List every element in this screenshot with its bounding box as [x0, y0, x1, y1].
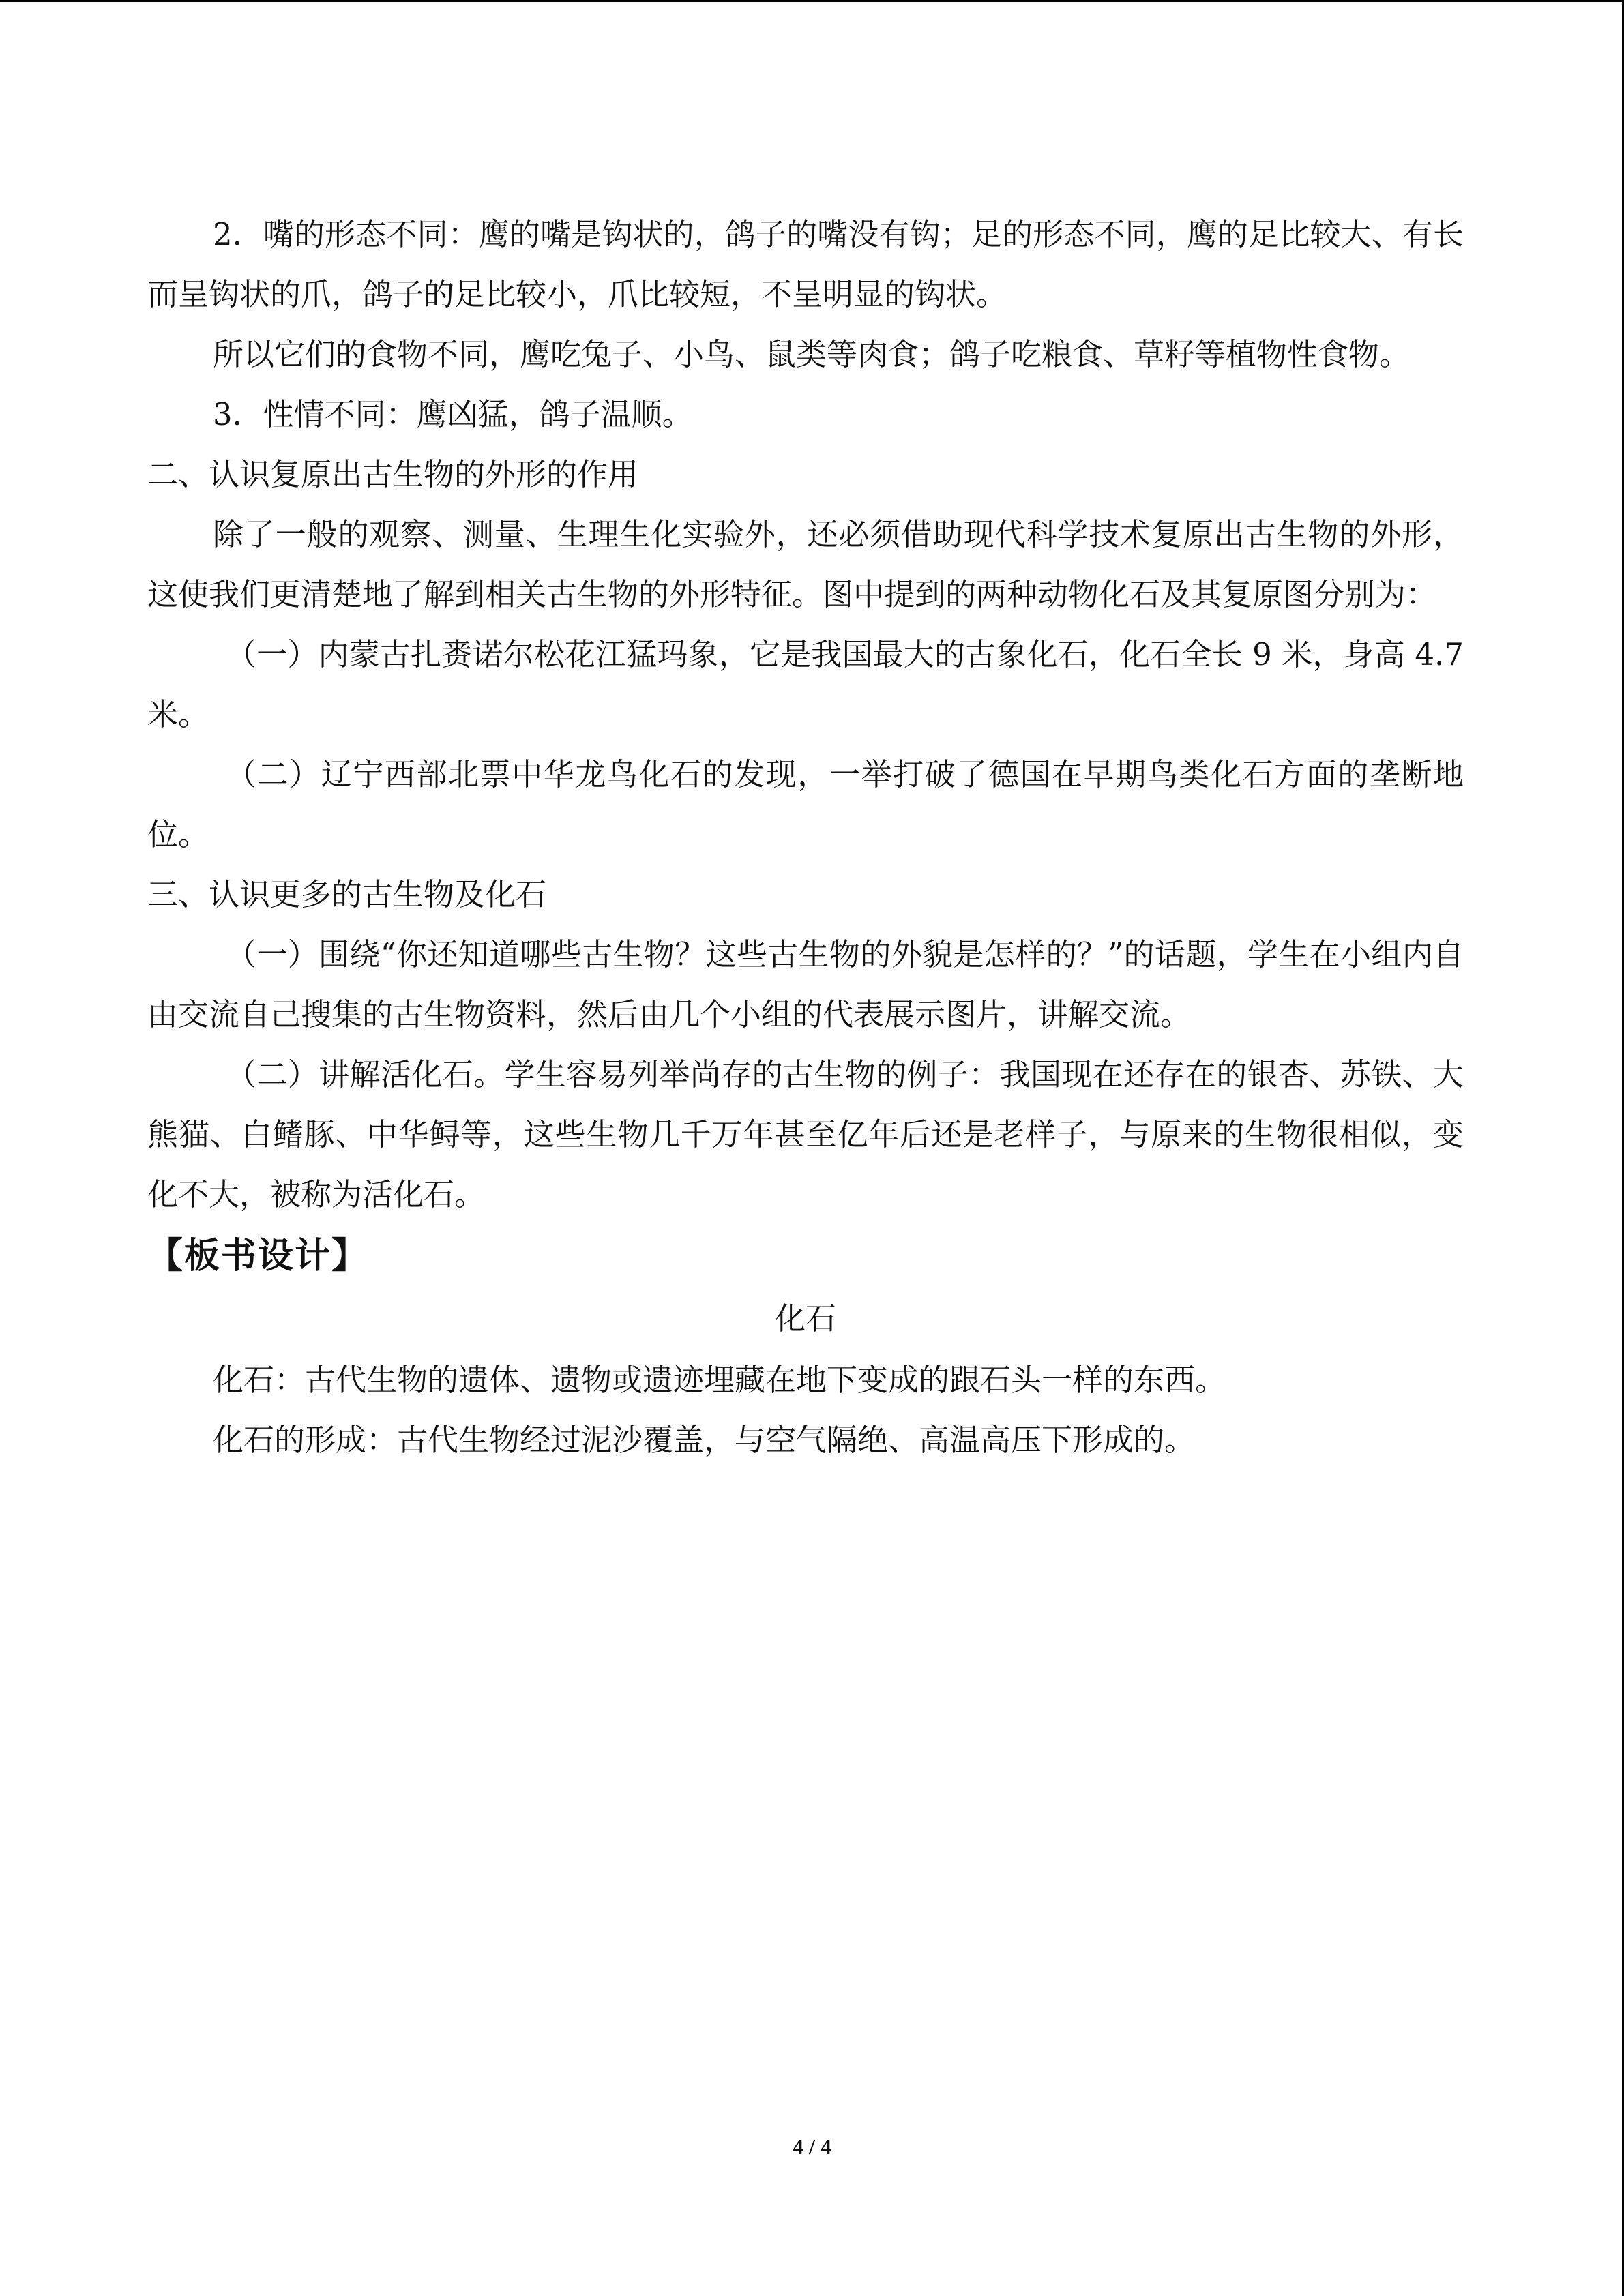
document-body [147, 205, 1464, 1470]
board-line-definition: 化石：古代生物的遗体、遗物或遗迹埋藏在地下变成的跟石头一样的东西。 [213, 1362, 1226, 1398]
section-two-item-2: （二）辽宁西部北票中华龙鸟化石的发现，一举打破了德国在早期鸟类化石方面的垄断地位。 [147, 756, 1464, 852]
paragraph-food: 所以它们的食物不同，鹰吃兔子、小鸟、鼠类等肉食；鸽子吃粮食、草籽等植物性食物。 [213, 336, 1411, 372]
page-number: 4 / 4 [793, 2134, 831, 2159]
section-two-item-1: （一）内蒙古扎赉诺尔松花江猛玛象，它是我国最大的古象化石，化石全长 9 米，身高 4.7 米。 [147, 636, 1464, 732]
section-three-heading: 三、认识更多的古生物及化石 [147, 876, 547, 912]
top-border-line [0, 0, 1624, 2]
paragraph-temperament: 3．性情不同：鹰凶猛，鸽子温顺。 [213, 396, 693, 432]
board-line-formation: 化石的形成：古代生物经过泥沙覆盖，与空气隔绝、高温高压下形成的。 [213, 1422, 1196, 1458]
section-three-item-2: （二）讲解活化石。学生容易列举尚存的古生物的例子：我国现在还存在的银杏、苏铁、大熊猫、白鳍豚、中华鲟等，这些生物几千万年甚至亿年后还是老样子，与原来的生物很相似，变化不大，被称为活化石。 [147, 1056, 1464, 1212]
board-design-title: 【板书设计】 [147, 1235, 369, 1277]
section-three-item-1: （一）围绕“你还知道哪些古生物？这些古生物的外貌是怎样的？”的话题，学生在小组内自由交流自己搜集的古生物资料，然后由几个小组的代表展示图片，讲解交流。 [147, 936, 1464, 1032]
section-two-heading: 二、认识复原出古生物的外形的作用 [147, 456, 639, 492]
paragraph-beak-feet: 2．嘴的形态不同：鹰的嘴是钩状的，鸽子的嘴没有钩；足的形态不同，鹰的足比较大、有长而呈钩状的爪，鸽子的足比较小，爪比较短，不呈明显的钩状。 [147, 216, 1464, 312]
section-two-intro: 除了一般的观察、测量、生理生化实验外，还必须借助现代科学技术复原出古生物的外形，这使我们更清楚地了解到相关古生物的外形特征。图中提到的两种动物化石及其复原图分别为： [147, 516, 1464, 612]
board-center-title: 化石 [774, 1300, 836, 1337]
